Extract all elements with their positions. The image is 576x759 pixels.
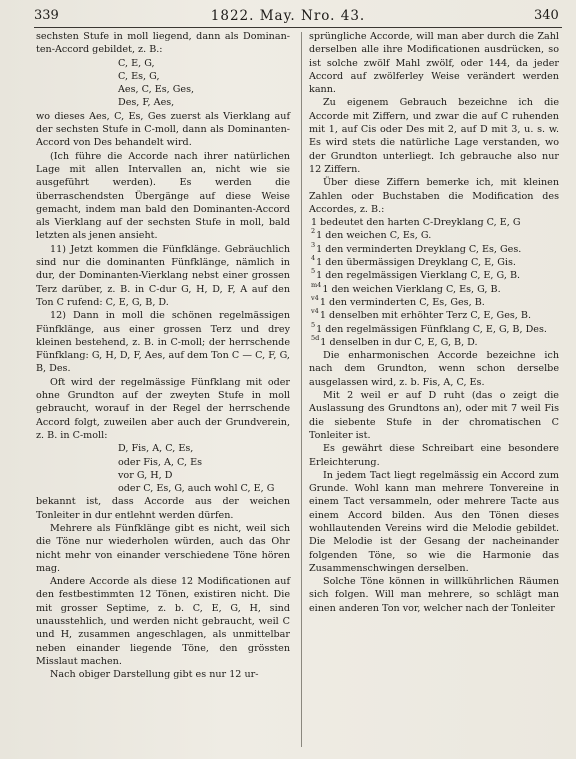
left-column-paragraph	[36, 442, 290, 455]
right-column-paragraph	[309, 30, 559, 96]
paragraph-text: sechsten Stufe in moll liegend, dann als Dominan-ten-Accord gebildet, z. B.:	[36, 31, 290, 56]
paragraph-text: Oft wird der regelmässige Fünfklang mit oder ohne Grundton auf der zweyten Stufe in moll gebraucht, worauf in der Regel der herrschende Accord folgt, zuweilen aber auch der Grundverein, z. B. in C-moll:	[36, 376, 290, 441]
right-column-paragraph	[309, 240, 559, 256]
modification-marker: 5	[311, 267, 316, 276]
paragraph-text: oder C, Es, G, auch wohl C, E, G	[118, 483, 275, 495]
page-number-right: 340	[534, 8, 559, 23]
paragraph-text: Mit 2 weil er auf D ruht (das o zeigt die Auslassung des Grundtons an), oder mit 7 weil Fis die siebente Stufe in der chromatischen C Tonleiter ist.	[309, 390, 559, 441]
paragraph-text: 1 denselben in dur C, E, G, B, D.	[320, 336, 478, 348]
right-text-column	[309, 30, 559, 615]
modification-marker: 3	[311, 240, 316, 249]
modification-marker: 2	[311, 227, 316, 236]
paragraph-text: 1 den regelmässigen Fünfklang C, E, G, B, Des.	[316, 323, 547, 335]
header-rule	[34, 27, 562, 28]
paragraph-text: 1 den übermässigen Dreyklang C, E, Gis.	[316, 257, 516, 269]
paragraph-text: Andere Accorde als diese 12 Modificationen auf den festbestimmten 12 Tönen, existiren nicht. Die mit grosser Septime, z. b. C, E, G, H, sind unausstehlich, und werden nicht gebraucht, weil C und H, zusammen angeschlagen, als unmittelbar neben einander liegende Töne, den grössten Misslaut machen.	[36, 576, 290, 667]
right-column-paragraph	[309, 389, 559, 442]
left-column-paragraph	[36, 668, 290, 681]
page-number-left: 339	[34, 8, 59, 23]
modification-marker: m4	[311, 280, 322, 289]
paragraph-text: C, E, G,	[118, 57, 155, 69]
left-column-paragraph	[36, 495, 290, 522]
paragraph-text: 1 den verminderten Dreyklang C, Es, Ges.	[316, 243, 522, 255]
right-column-paragraph	[309, 320, 559, 336]
left-column-paragraph	[36, 57, 290, 70]
paragraph-text: 1 den regelmässigen Vierklang C, E, G, B.	[316, 270, 521, 282]
right-column-paragraph	[309, 280, 559, 296]
paragraph-text: (Ich führe die Accorde nach ihrer natürlichen Lage mit allen Intervallen an, nicht wie sie ausgeführt werden). Es werden die überraschendsten Übergänge auf diese Weise gemacht, indem man bald den Dominanten-Accord als Vierklang auf der sechsten Stufe in moll, bald letzten als jenen ansieht.	[36, 150, 290, 242]
paragraph-text: 1 den verminderten C, Es, Ges, B.	[319, 296, 485, 308]
left-column-paragraph	[36, 482, 290, 495]
left-column-paragraph	[36, 575, 290, 668]
left-column-paragraph	[36, 30, 290, 57]
left-column-paragraph	[36, 110, 290, 150]
paragraph-text: Solche Töne können in willkührlichen Räumen sich folgen. Will man mehrere, so schlägt man einen anderen Ton vor, welcher nach der Tonleiter	[309, 576, 559, 614]
paragraph-text: vor G, H, D	[118, 469, 173, 481]
right-column-paragraph	[309, 96, 559, 176]
right-column-paragraph	[309, 333, 559, 349]
modification-marker: 5d	[311, 333, 320, 342]
left-column-paragraph	[36, 83, 290, 96]
paragraph-text: Es gewährt diese Schreibart eine besondere Erleichterung.	[309, 443, 559, 468]
right-column-paragraph	[309, 469, 559, 575]
modification-marker: 5	[311, 320, 316, 329]
left-column-paragraph	[36, 150, 290, 243]
paragraph-text: D, Fis, A, C, Es,	[118, 443, 194, 455]
paragraph-text: 1 den weichen Vierklang C, Es, G, B.	[322, 283, 501, 295]
paragraph-text: bekannt ist, dass Accorde aus der weichen Tonleiter in dur entlehnt werden dürfen.	[36, 496, 290, 521]
left-column-paragraph	[36, 376, 290, 442]
right-column-paragraph	[309, 216, 559, 229]
left-column-paragraph	[36, 456, 290, 469]
paragraph-text: Über diese Ziffern bemerke ich, mit kleinen Zahlen oder Buchstaben die Modification des Accordes, z. B.:	[309, 177, 559, 215]
running-title: 1822. May. Nro. 43.	[210, 8, 366, 24]
paragraph-text: oder Fis, A, C, Es	[118, 456, 203, 468]
paragraph-text: Zu eigenem Gebrauch bezeichne ich die Accorde mit Ziffern, und zwar die auf C ruhenden mit 1, auf Cis oder Des mit 2, auf D mit 3, u. s. w. Es wird stets die natürliche Lage verstanden, wo der Grundton unterliegt. Ich gebrauche also nur 12 Ziffern.	[309, 97, 559, 175]
paragraph-text: In jedem Tact liegt regelmässig ein Accord zum Grunde. Wohl kann man mehrere Tonvereine in einem Tact versammeln, oder mehrere Tacte aus einem Accord bilden. Aus den Tönen dieses wohllautenden Vereins wird die Melodie gebildet. Die Melodie ist der Gesang der nacheinander folgenden Töne, so wie die Harmonie das Zusammenschwingen derselben.	[309, 469, 559, 574]
paragraph-text: sprüngliche Accorde, will man aber durch die Zahl derselben alle ihre Modificationen ausdrücken, so ist solche zwölf Mahl zwölf, oder 144, da jeder Accord auf zwölferley Weise verändert werden kann.	[309, 31, 559, 96]
left-column-paragraph	[36, 469, 290, 482]
left-column-paragraph	[36, 522, 290, 575]
modification-marker: v4	[311, 307, 319, 316]
paragraph-text: 1 denselben mit erhöhter Terz C, E, Ges, B.	[319, 310, 532, 322]
paragraph-text: 1 den weichen C, Es, G.	[316, 230, 432, 242]
left-column-paragraph	[36, 243, 290, 309]
right-column-paragraph	[309, 293, 559, 309]
right-column-paragraph	[309, 269, 559, 282]
paragraph-text: C, Es, G,	[118, 70, 160, 82]
right-column-paragraph	[309, 176, 559, 216]
right-column-paragraph	[309, 256, 559, 269]
paragraph-text: Mehrere als Fünfklänge gibt es nicht, weil sich die Töne nur wiederholen würden, auch das Ohr nicht mehr von einander verschiedene Töne hören mag.	[36, 522, 290, 574]
right-column-paragraph	[309, 229, 559, 242]
left-column-paragraph	[36, 96, 290, 109]
right-column-paragraph	[309, 575, 559, 615]
modification-marker: 4	[311, 254, 316, 263]
left-text-column	[36, 30, 290, 682]
paragraph-text: Des, F, Aes,	[118, 97, 175, 109]
right-column-paragraph	[309, 442, 559, 469]
paragraph-text: 11) Jetzt kommen die Fünfklänge. Gebräuchlich sind nur die dominanten Fünfklänge, nämlich in dur, der Dominanten-Vierklang nebst einer grossen Terz darüber, z. B. in C-dur G, H, D, F, A auf den Ton C rufend: C, E, G, B, D.	[36, 243, 290, 308]
modification-marker: v4	[311, 293, 319, 302]
left-column-paragraph	[36, 70, 290, 83]
paragraph-text: Aes, C, Es, Ges,	[118, 84, 195, 96]
paragraph-text: 1 bedeutet den harten C-Dreyklang C, E, G	[311, 217, 521, 229]
column-divider	[301, 32, 302, 747]
paragraph-text: Die enharmonischen Accorde bezeichne ich nach dem Grundton, wenn schon derselbe ausgelassen wird, z. b. Fis, A, C, Es.	[309, 350, 559, 388]
right-column-paragraph	[309, 349, 559, 389]
paragraph-text: Nach obiger Darstellung gibt es nur 12 ur-	[50, 669, 259, 681]
paragraph-text: 12) Dann in moll die schönen regelmässigen Fünfklänge, aus einer grossen Terz und drey kleinen bestehend, z. B. in C-moll; der herrschende Fünfklang: G, H, D, F, Aes, auf dem Ton C — C, F, G, B, Des.	[36, 310, 290, 375]
left-column-paragraph	[36, 309, 290, 375]
right-column-paragraph	[309, 309, 559, 322]
paragraph-text: wo dieses Aes, C, Es, Ges zuerst als Vierklang auf der sechsten Stufe in C-moll, dann als Dominanten-Accord von Des behandelt wird.	[36, 110, 290, 149]
